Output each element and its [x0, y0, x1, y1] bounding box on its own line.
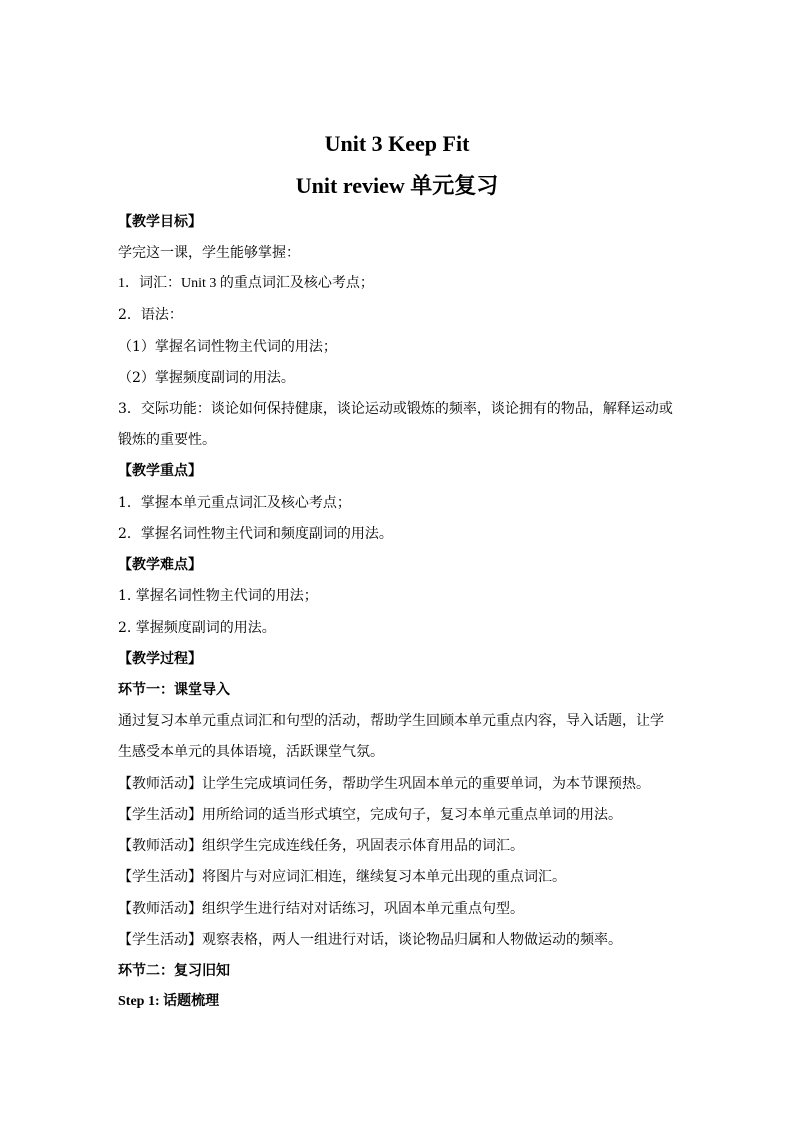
goals-item-grammar-b: （2）掌握频度副词的用法。: [118, 370, 295, 386]
goals-item-grammar-a: （1）掌握名词性物主代词的用法；: [118, 339, 337, 355]
step1-heading: Step 1: 话题梳理: [118, 994, 220, 1009]
teacher-activity-2: 【教师活动】组织学生完成连线任务，巩固表示体育用品的词汇。: [118, 838, 524, 854]
stage1-description-line1: 通过复习本单元重点词汇和句型的活动，帮助学生回顾本单元重点内容，导入话题，让学: [118, 713, 664, 729]
document-title: Unit 3 Keep Fit: [324, 131, 470, 156]
goals-heading: 【教学目标】: [118, 214, 202, 230]
goals-item-vocabulary: 1．词汇：Unit 3 的重点词汇及核心考点；: [118, 276, 374, 291]
student-activity-1: 【学生活动】用所给词的适当形式填空，完成句子，复习本单元重点单词的用法。: [118, 807, 622, 823]
key-points-item2: 2．掌握名词性物主代词和频度副词的用法。: [118, 526, 393, 542]
difficulties-item2: 2. 掌握频度副词的用法。: [118, 620, 276, 636]
student-activity-2: 【学生活动】将图片与对应词汇相连，继续复习本单元出现的重点词汇。: [118, 869, 566, 885]
difficulties-item1: 1. 掌握名词性物主代词的用法；: [118, 588, 318, 604]
stage2-heading: 环节二：复习旧知: [118, 963, 230, 979]
difficulties-heading: 【教学难点】: [118, 557, 202, 573]
goals-item-communication-line2: 锻炼的重要性。: [118, 432, 216, 448]
key-points-heading: 【教学重点】: [118, 463, 202, 479]
goals-item-grammar: 2．语法：: [118, 307, 183, 323]
teacher-activity-1: 【教师活动】让学生完成填词任务，帮助学生巩固本单元的重要单词，为本节课预热。: [118, 776, 650, 792]
stage1-heading: 环节一：课堂导入: [118, 682, 230, 698]
teacher-activity-3: 【教师活动】组织学生进行结对对话练习，巩固本单元重点句型。: [118, 901, 524, 917]
process-heading: 【教学过程】: [118, 651, 202, 667]
stage1-description-line2: 生感受本单元的具体语境，活跃课堂气氛。: [118, 744, 384, 760]
document-subtitle: Unit review 单元复习: [295, 173, 499, 198]
student-activity-3: 【学生活动】观察表格，两人一组进行对话，谈论物品归属和人物做运动的频率。: [118, 932, 622, 948]
goals-intro: 学完这一课，学生能够掌握：: [118, 245, 300, 261]
key-points-item1: 1．掌握本单元重点词汇及核心考点；: [118, 495, 351, 511]
goals-item-communication-line1: 3．交际功能：谈论如何保持健康，谈论运动或锻炼的频率，谈论拥有的物品，解释运动或: [118, 401, 673, 417]
